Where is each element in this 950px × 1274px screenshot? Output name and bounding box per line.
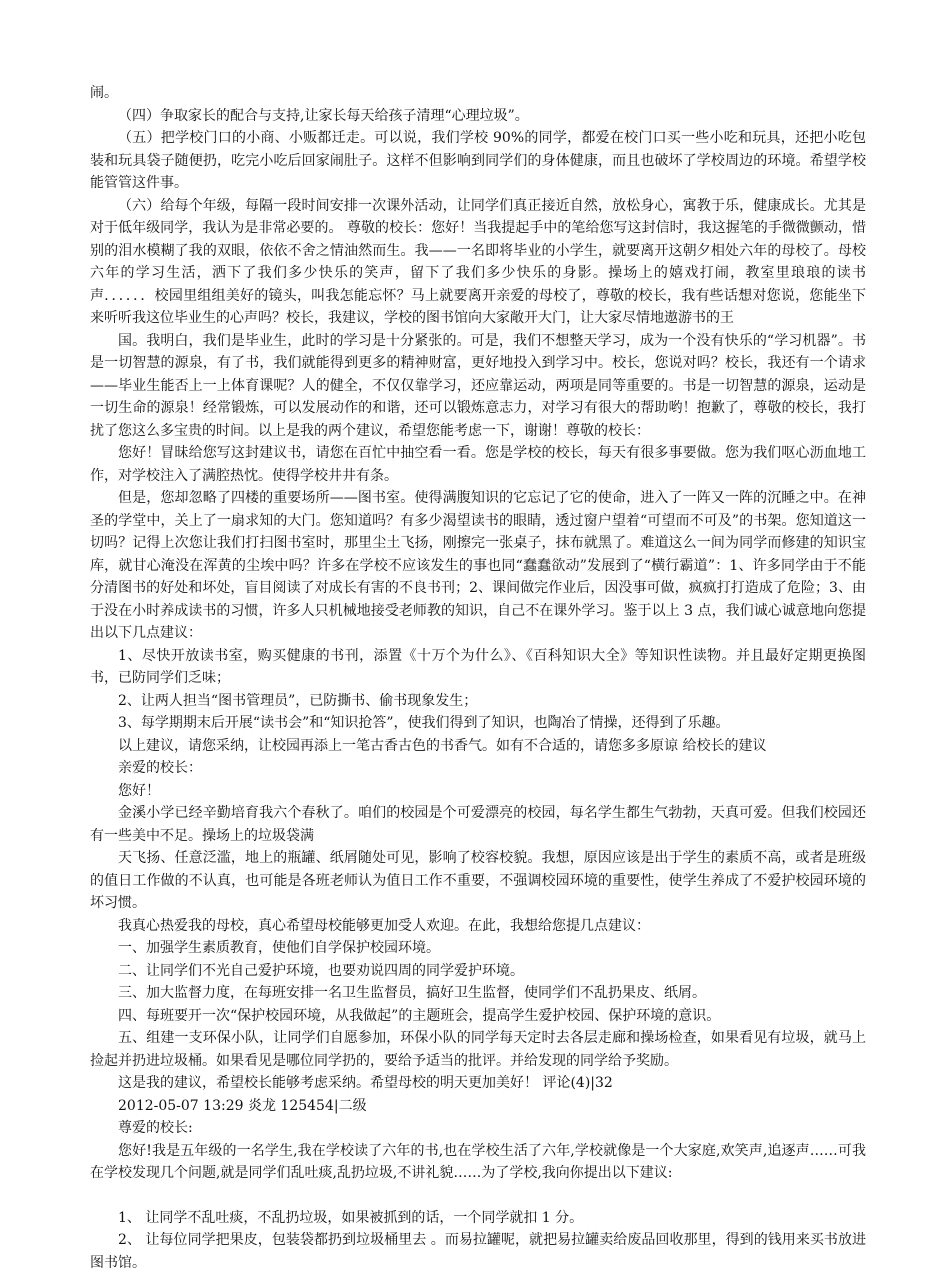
paragraph: 但是，您却忽略了四楼的重要场所——图书室。使得满腹知识的它忘记了它的使命，进入了一阵又一阵的沉睡之中。在神圣的学堂中，关上了一扇求知的大门。您知道吗？有多少渴望读书的眼睛，透过窗户望着“可望而不可及”的书架。您知道这一切吗？记得上次您让我们打扫图书室时，那里尘土飞扬，刚擦完一张桌子，抹布就黑了。难道这么一间为同学而修建的知识宝库，就甘心淹没在浑黄的尘埃中吗？许多在学校不应该发生的事也同“蠢蠢欲动”发展到了“横行霸道”：1、许多同学由于不能分清图书的好处和坏处，盲目阅读了对成长有害的不良书刊；2、课间做完作业后，因没事可做，疯疯打打造成了危险；3、由于没在小时养成读书的习惯，许多人只机械地接受老师教的知识，自己不在课外学习。鉴于以上 3 点，我们诚心诚意地向您提出以下几点建议： (90, 490, 866, 641)
paragraph: 您好！ (118, 782, 160, 799)
paragraph-spacer (90, 1185, 866, 1207)
paragraph: 三、加大监督力度，在每班安排一名卫生监督员，搞好卫生监督，使同学们不乱扔果皮、纸屑。 (118, 985, 706, 1001)
paragraph: 2012-05-07 13:29 炎龙 125454|二级 (118, 1097, 367, 1114)
paragraph: 这是我的建议，希望校长能够考虑采纳。希望母校的明天更加美好！ 评论(4)|32 (118, 1075, 613, 1091)
paragraph: 尊爱的校长: (118, 1120, 193, 1136)
paragraph: 您好!我是五年级的一名学生,我在学校读了六年的书,也在学校生活了六年,学校就像是一个大家庭,欢笑声,追逐声……可我在学校发现几个问题,就是同学们乱吐痰,乱扔垃圾,不讲礼貌……为了学校,我向你提出以下建议: (90, 1142, 866, 1181)
paragraph: 我真心热爱我的母校，真心希望母校能够更加受人欢迎。在此，我想给您提几点建议： (118, 917, 650, 934)
paragraph: 以上建议，请您采纳，让校园再添上一笔古香古色的书香气。如有不合适的，请您多多原谅 给校长的建议 (118, 737, 767, 754)
paragraph: 四、每班要开一次“保护校园环境，从我做起”的主题班会，提高学生爱护校园、保护环境的意识。 (118, 1007, 721, 1024)
paragraph: 国。我明白，我们是毕业生，此时的学习是十分紧张的。可是，我们不想整天学习，成为一个没有快乐的“学习机器”。书是一切智慧的源泉，有了书，我们就能得到更多的精神财富，更好地投入到学习中。校长，您说对吗？校长，我还有一个请求——毕业生能否上一上体育课呢？人的健全，不仅仅靠学习，还应靠运动，两项是同等重要的。书是一切智慧的源泉，运动是一切生命的源泉！经常锻炼，可以发展动作的和谐，还可以锻炼意志力，对学习有很大的帮助哟！抱歉了，尊敬的校长，我打扰了您这么多宝贵的时间。以上是我的两个建议，希望您能考虑一下，谢谢！尊敬的校长： (90, 332, 866, 439)
paragraph: 天飞扬、任意泛滥，地上的瓶罐、纸屑随处可见，影响了校容校貌。我想，原因应该是出于学生的素质不高，或者是班级的值日工作做的不认真，也可能是各班老师认为值日工作不重要，不强调校园环境的重要性，使学生养成了不爱护校园环境的坏习惯。 (90, 850, 866, 911)
paragraph: 亲爱的校长： (118, 760, 202, 776)
paragraph: 3、每学期期末后开展“读书会”和“知识抢答”，使我们得到了知识，也陶冶了情操，还得到了乐趣。 (118, 715, 730, 731)
paragraph: 1、尽快开放读书室，购买健康的书刊，添置《十万个为什么》、《百科知识大全》等知识性读物。并且最好定期更换图书，已防同学们乏味； (90, 647, 866, 686)
paragraph: 2、让两人担当“图书管理员”，已防撕书、偷书现象发生； (118, 692, 478, 709)
paragraph: 您好！冒昧给您写这封建议书，请您在百忙中抽空看一看。您是学校的校长，每天有很多事要做。您为我们呕心沥血地工作，对学校注入了满腔热忱。使得学校井井有条。 (90, 445, 866, 484)
paragraph: （五）把学校门口的小商、小贩都迁走。可以说，我们学校 90%的同学，都爱在校门口买一些小吃和玩具，还把小吃包装和玩具袋子随便扔，吃完小吃后回家闹肚子。这样不但影响到同学们的身体健康，而且也破坏了学校周边的环境。希望学校能管管这件事。 (90, 130, 866, 191)
paragraph: 1、 让同学不乱吐痰，不乱扔垃圾，如果被抓到的话，一个同学就扣 1 分。 (118, 1209, 584, 1226)
paragraph: 一、加强学生素质教育，使他们自学保护校园环境。 (118, 940, 440, 956)
paragraph: （四）争取家长的配合与支持,让家长每天给孩子清理“心理垃圾”。 (118, 107, 529, 124)
paragraph: 金溪小学已经辛勤培育我六个春秋了。咱们的校园是个可爱漂亮的校园，每名学生都生气勃勃，天真可爱。但我们校园还有一些美中不足。操场上的垃圾袋满 (90, 805, 866, 844)
paragraph: （六）给每个年级，每隔一段时间安排一次课外活动，让同学们真正接近自然，放松身心，寓教于乐，健康成长。尤其是对于低年级同学，我认为是非常必要的。 尊敬的校长：您好！当我提起手中的笔给您写这封信时，我这握笔的手微微颤动，惜别的泪水模糊了我的双眼，依依不舍之情油然而生。我——一名即将毕业的小学生，就要离开这朝夕相处六年的母校了。母校六年的学习生活，洒下了我们多少快乐的笑声，留下了我们多少快乐的身影。操场上的嬉戏打闹，教室里琅琅的读书声．．．．．．校园里组组美好的镜头，叫我怎能忘怀？马上就要离开亲爱的母校了，尊敬的校长，我有些话想对您说，您能坐下来听听我这位毕业生的心声吗？校长，我建议，学校的图书馆向大家敞开大门，让大家尽情地遨游书的王 (90, 197, 866, 326)
paragraph: 闹。 (90, 85, 118, 101)
paragraph: 五、组建一支环保小队，让同学们自愿参加，环保小队的同学每天定时去各层走廊和操场检查，如果看见有垃圾，就马上捡起并扔进垃圾桶。如果看见是哪位同学扔的，要给予适当的批评。并给发现的同学给予奖励。 (90, 1030, 866, 1069)
paragraph: 二、让同学们不光自己爱护环境，也要劝说四周的同学爱护环境。 (118, 962, 524, 979)
document-body (90, 82, 866, 1274)
paragraph: 2、 让每位同学把果皮，包装袋都扔到垃圾桶里去 。而易拉罐呢，就把易拉罐卖给废品回收那里，得到的钱用来买书放进图书馆。 (90, 1232, 866, 1271)
